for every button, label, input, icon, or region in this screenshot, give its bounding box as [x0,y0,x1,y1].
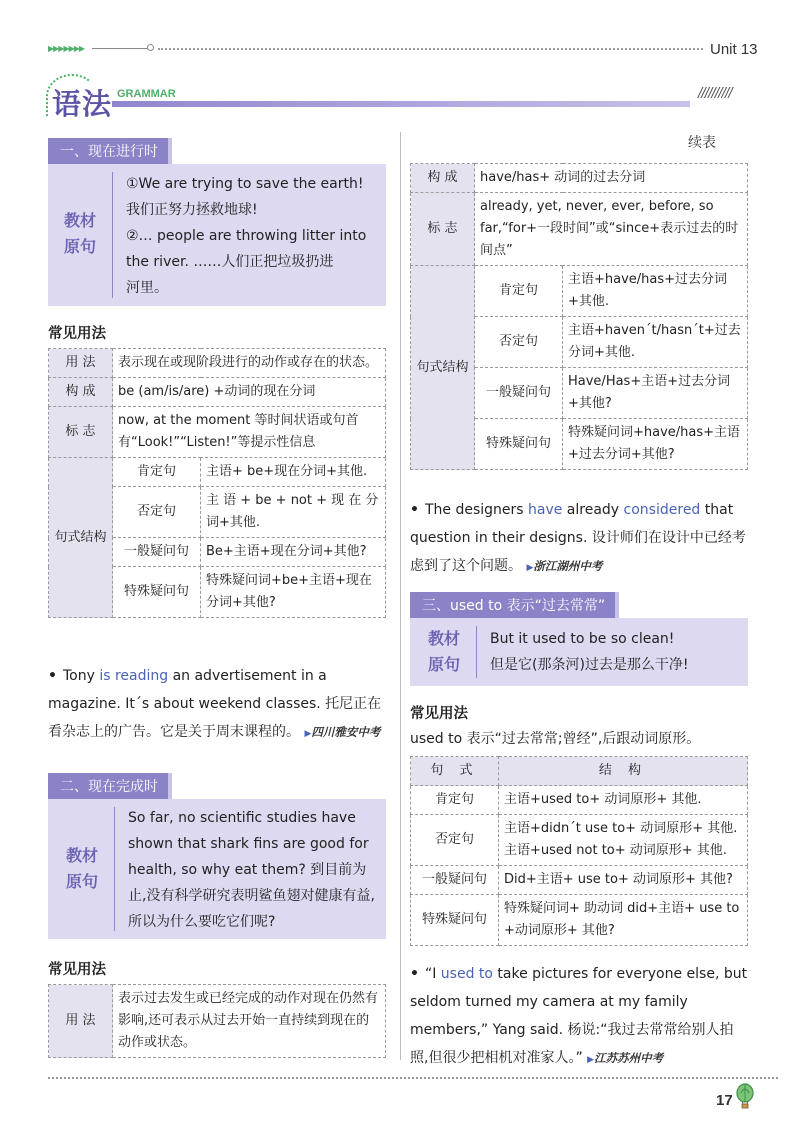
sentence-type: 肯定句 [113,458,201,487]
table-row [411,866,748,895]
quote-divider [114,807,115,931]
sentence-structure: 特殊疑问词+have/has+主语+过去分词+其他? [563,419,748,470]
example-text: Tony [62,668,100,684]
quote-label-line2: 原句 [63,237,96,256]
header-rule [92,48,148,49]
sentence-type: 一般疑问句 [411,866,499,895]
quote-label-line1: 教材 [65,846,98,865]
signal-text: already, yet, never, ever, before, so far,“for+一段时间”或“since+表示过去的时间点” [475,193,748,266]
table-row [49,378,386,407]
grammar-title-en: GRAMMAR [117,88,176,100]
section3-title: 三、used to 表示“过去常常” [410,592,619,618]
balloon-icon [735,1083,755,1109]
column-divider [400,132,401,1060]
grammar-title-cn: 语法 [52,87,113,121]
structure-line: 主语+didn´t use to+ 动词原形+ 其他. [504,821,738,836]
table-row [411,895,748,946]
section3-intro: used to 表示“过去常常;曾经”,后跟动词原形。 [410,731,701,747]
quote-label-line1: 教材 [427,629,460,648]
table-row [411,266,748,317]
example-highlight: is reading [99,668,169,684]
quote-cn: 但是它(那条河)过去是那么干净! [490,657,689,673]
sentence-type: 一般疑问句 [113,538,201,567]
form-label: 构 成 [411,164,475,193]
example-text: take pictures for everyone else, but seldom turned my camera at my family members,” Yang said. 杨说:“我过去常常给别人拍照,但很少把相机对准家人。” [410,966,748,1066]
section2-table-part1 [48,984,386,1058]
section1-title: 一、现在进行时 [48,138,172,164]
quote-label-line2: 原句 [427,655,460,674]
quote-divider [476,626,477,678]
section2-example [410,496,750,582]
sentence-structure: 特殊疑问词+be+主语+现在分词+其他? [201,567,386,618]
structure-label: 句式结构 [49,458,113,618]
slash-decoration: ////////// [698,86,732,101]
table-row [49,985,386,1058]
example-text: The designers [424,502,528,518]
table-row [411,815,748,866]
table-row [49,349,386,378]
quote-label-line2: 原句 [65,872,98,891]
section3-table [410,756,748,946]
section1-example [48,662,388,748]
quote-label [60,208,100,260]
continued-label: 续表 [688,135,716,151]
quote1-cn: 我们正努力拯救地球! [126,202,258,218]
table-row [411,193,748,266]
footer-dotted-rule [48,1077,778,1079]
signal-label: 标 志 [49,407,113,458]
example-source [526,559,602,573]
example-text: an advertisement in a magazine. It´s about weekend classes. 托尼正在看杂志上的广告。它是关于周末课程的。 [48,668,382,740]
example-source [304,725,380,739]
example-text: already [562,502,624,518]
column-header: 句 式 [411,757,499,786]
sentence-structure: 主语+have/has+过去分词+其他. [563,266,748,317]
sentence-structure: Did+主语+ use to+ 动词原形+ 其他? [499,866,748,895]
source-arrow-icon: ▶ [304,729,312,739]
table-row [49,458,386,487]
form-text: be (am/is/are) +动词的现在分词 [113,378,386,407]
example-text: “I [424,966,441,982]
form-text: have/has+ 动词的过去分词 [475,164,748,193]
quote2-cn: 河里。 [126,280,168,296]
example-source [587,1051,663,1065]
usage-label: 用 法 [49,985,113,1058]
header-circle [147,44,154,51]
section2-usage-title: 常见用法 [48,962,106,978]
sentence-structure: 主 语 + be + not + 现 在 分 词+其他. [201,487,386,538]
section2-title: 二、现在完成时 [48,773,172,799]
section2-quote-box [48,799,386,939]
section2-quote-text: So far, no scientific studies have shown that shark fins are good for health, so why eat them? 到目前为止,没有科学研究表明鲨鱼翅对健康有益,所以为什么要吃它们呢? [128,810,375,930]
example-highlight: used to [440,966,493,982]
source-text: 浙江湖州中考 [533,559,603,573]
quote-label [62,843,102,895]
section1-table [48,348,386,618]
header-dotted-rule [158,48,703,50]
sentence-type: 一般疑问句 [475,368,563,419]
table-row [411,786,748,815]
sentence-type: 特殊疑问句 [411,895,499,946]
sentence-type: 否定句 [113,487,201,538]
quote2-en-a: ②… people are throwing litter into [126,228,367,244]
quote1-en: ①We are trying to save the earth! [126,176,364,192]
structure-line: 主语+used not to+ 动词原形+ 其他. [504,843,727,858]
sentence-type: 肯定句 [475,266,563,317]
quote2-en-b: the river. ……人们正把垃圾扔进 [126,254,334,270]
sentence-type: 否定句 [411,815,499,866]
sentence-type: 否定句 [475,317,563,368]
sentence-structure: 主语+used to+ 动词原形+ 其他. [499,786,748,815]
usage-text: 表示现在或现阶段进行的动作或存在的状态。 [113,349,386,378]
table-row [49,407,386,458]
bullet-icon: • [48,668,57,684]
unit-label: Unit 13 [710,41,758,58]
table-header-row [411,757,748,786]
bullet-icon: • [410,502,419,518]
header-arrows: ▶▶▶▶▶▶▶ [48,44,85,53]
quote-en: But it used to be so clean! [490,631,675,647]
sentence-type: 特殊疑问句 [113,567,201,618]
usage-label: 用 法 [49,349,113,378]
usage-text: 表示过去发生或已经完成的动作对现在仍然有影响,还可表示从过去开始一直持续到现在的动作或状态。 [113,985,386,1058]
quote-label [424,626,464,678]
section3-example [410,960,750,1074]
signal-text: now, at the moment 等时间状语或句首有“Look!”“Listen!”等提示性信息 [113,407,386,458]
page-number: 17 [716,1092,733,1109]
source-arrow-icon: ▶ [526,563,534,573]
sentence-structure: Have/Has+主语+过去分词+其他? [563,368,748,419]
example-highlight: considered [623,502,701,518]
section2-table-part2 [410,163,748,470]
example-text: that question in their designs. 设计师们在设计中已经考虑到了这个问题。 [410,502,746,574]
grammar-bar [112,101,690,107]
sentence-structure: 主语+haven´t/hasn´t+过去分词+其他. [563,317,748,368]
sentence-type: 肯定句 [411,786,499,815]
section1-quote-box [48,164,386,306]
sentence-structure: 主语+ be+现在分词+其他. [201,458,386,487]
sentence-structure [499,815,748,866]
structure-label: 句式结构 [411,266,475,470]
section1-quote-text [126,171,378,301]
section3-usage-title: 常见用法 [410,706,468,722]
signal-label: 标 志 [411,193,475,266]
source-arrow-icon: ▶ [587,1055,595,1065]
form-label: 构 成 [49,378,113,407]
bullet-icon: • [410,966,419,982]
sentence-structure: Be+主语+现在分词+其他? [201,538,386,567]
source-text: 四川雅安中考 [311,725,381,739]
quote-divider [112,172,113,298]
section1-usage-title: 常见用法 [48,326,106,342]
column-header: 结 构 [499,757,748,786]
example-highlight: have [528,502,563,518]
sentence-type: 特殊疑问句 [475,419,563,470]
table-row [411,164,748,193]
sentence-structure: 特殊疑问词+ 助动词 did+主语+ use to +动词原形+ 其他? [499,895,748,946]
source-text: 江苏苏州中考 [594,1051,664,1065]
section3-quote-box [410,618,748,686]
section3-quote-text [490,626,742,678]
quote-label-line1: 教材 [63,211,96,230]
